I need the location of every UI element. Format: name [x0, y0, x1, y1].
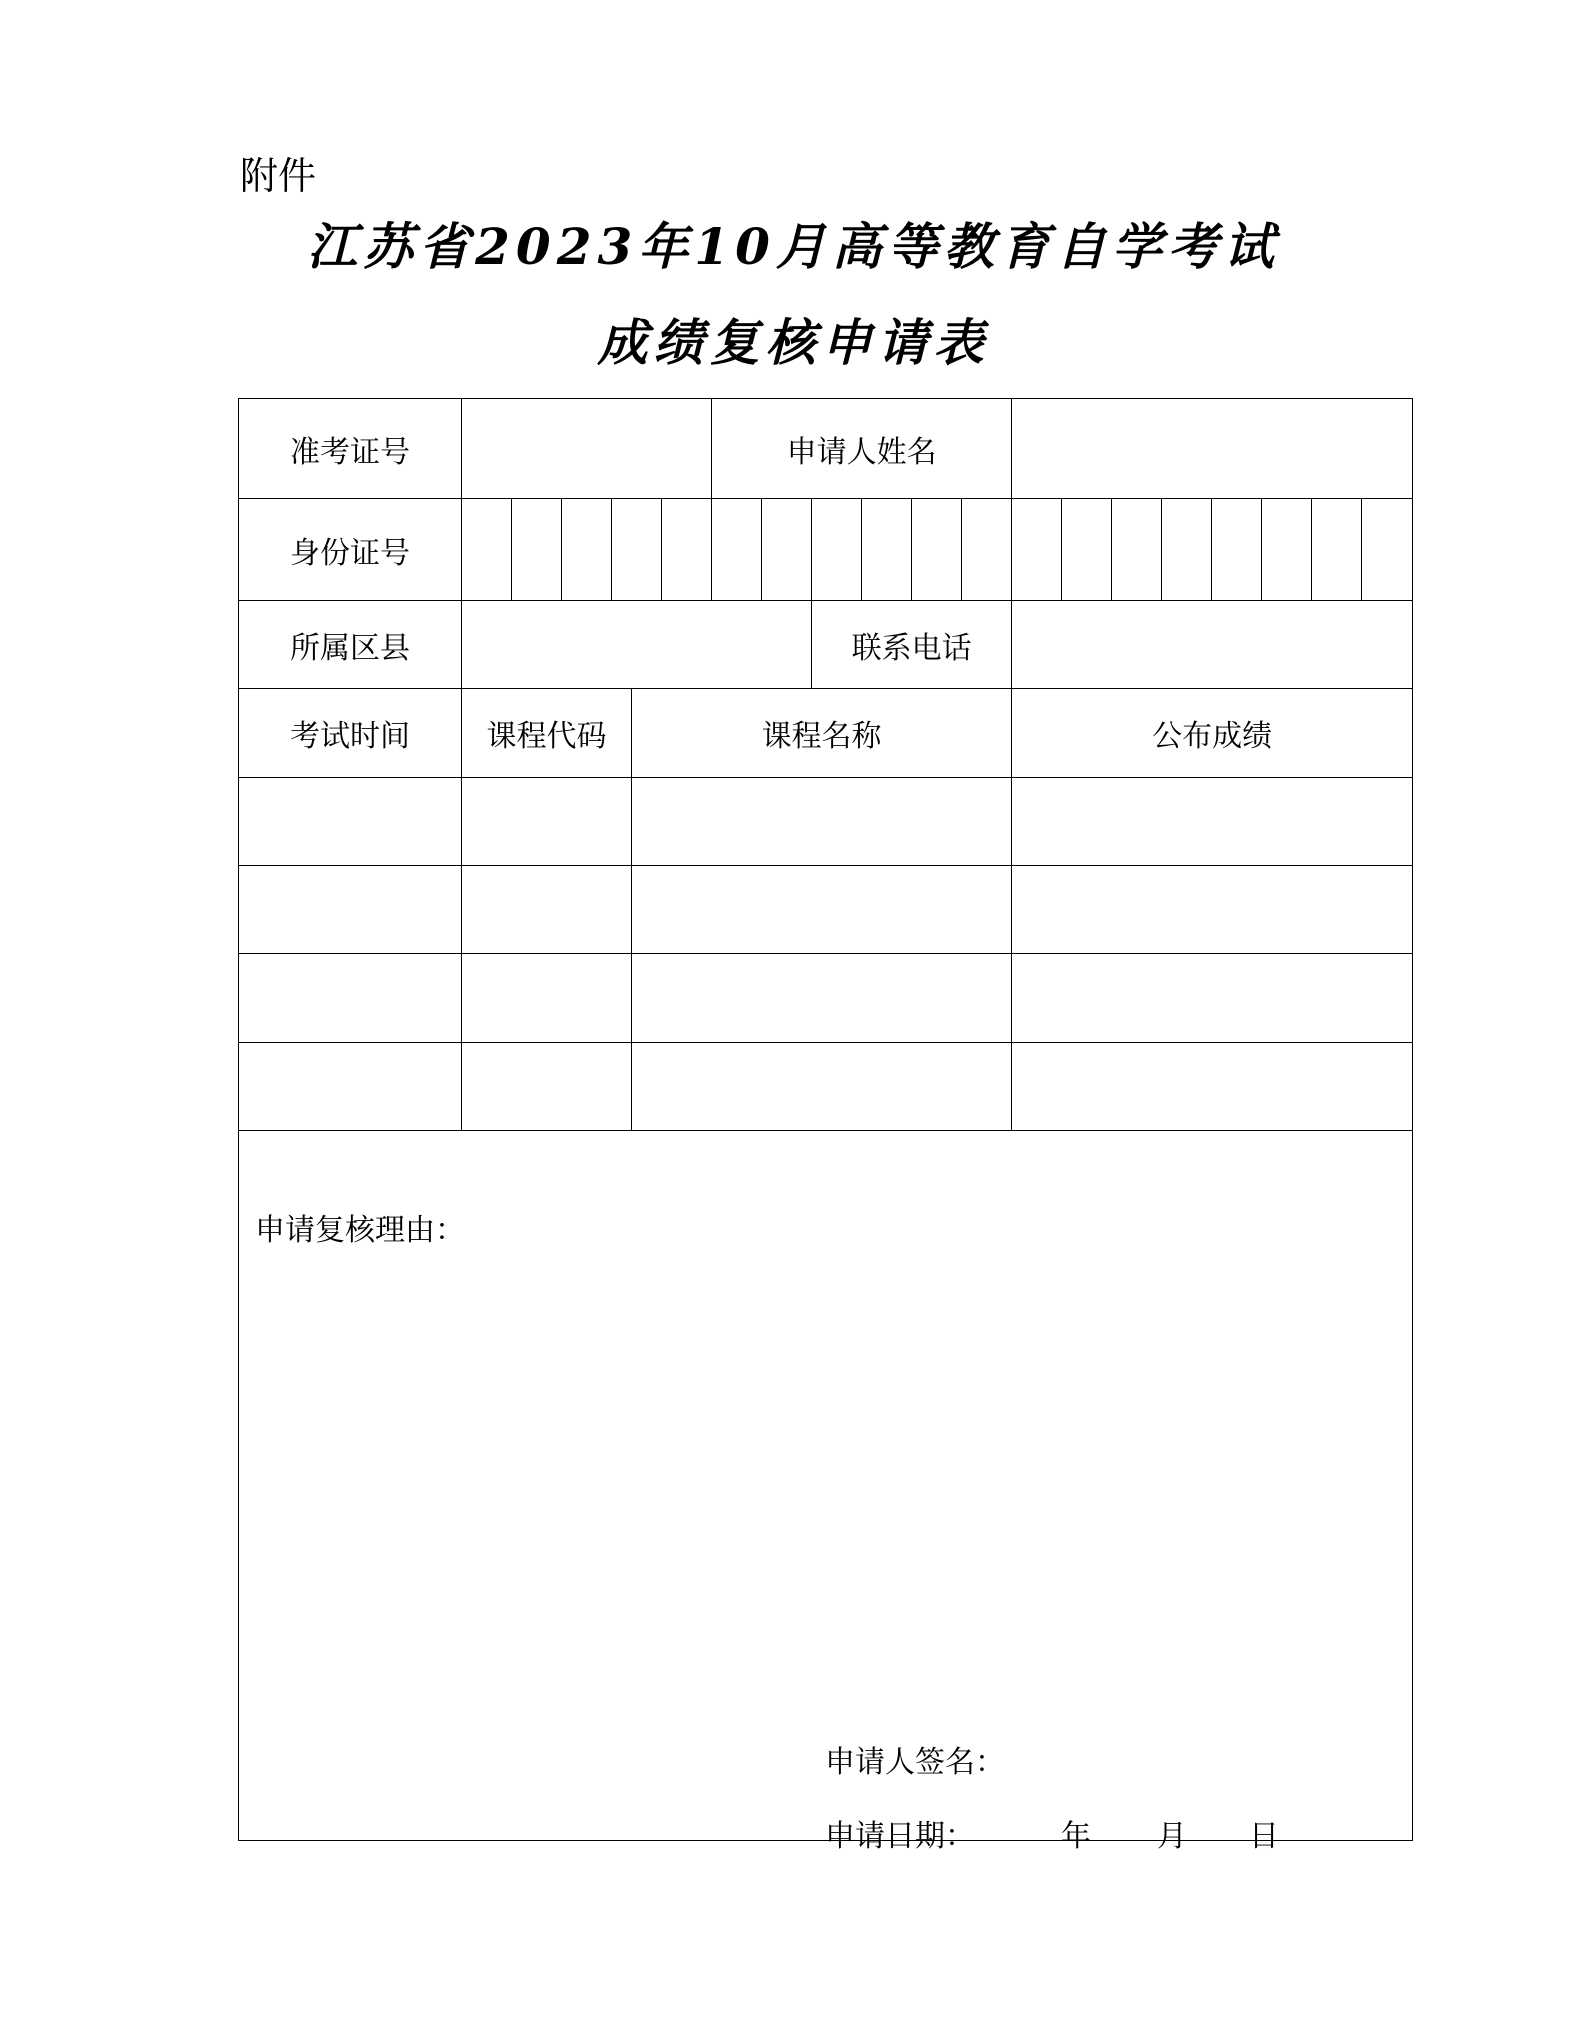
id-digit-box[interactable] [662, 499, 712, 601]
course-code-cell[interactable] [462, 1043, 632, 1131]
id-digit-box[interactable] [1212, 499, 1262, 601]
course-name-cell[interactable] [632, 1043, 1012, 1131]
applicant-name-label: 申请人姓名 [712, 399, 1012, 499]
admission-no-label: 准考证号 [239, 399, 462, 499]
course-header-score: 公布成绩 [1012, 689, 1413, 778]
course-code-cell[interactable] [462, 954, 632, 1043]
phone-label: 联系电话 [812, 601, 1012, 689]
course-name-cell[interactable] [632, 866, 1012, 954]
course-row [239, 866, 1413, 954]
id-digit-box[interactable] [1262, 499, 1312, 601]
district-input[interactable] [462, 601, 812, 689]
id-digit-box[interactable] [562, 499, 612, 601]
reason-label: 申请复核理由： [255, 1213, 465, 1248]
form-title-line1: 江苏省2023年10月高等教育自学考试 [307, 217, 1280, 276]
date-unit-month: 月 [1157, 1819, 1187, 1854]
date-unit-year: 年 [1061, 1819, 1091, 1854]
id-digit-box[interactable] [462, 499, 512, 601]
id-no-label: 身份证号 [239, 499, 462, 601]
course-row [239, 1043, 1413, 1131]
course-exam-time-cell[interactable] [239, 778, 462, 866]
course-row [239, 954, 1413, 1043]
course-header-row [239, 689, 1413, 778]
reason-box[interactable] [239, 1131, 1413, 1854]
id-digit-box[interactable] [1362, 499, 1413, 601]
course-name-cell[interactable] [632, 778, 1012, 866]
district-row [239, 601, 1413, 689]
date-label: 申请日期： [825, 1819, 975, 1854]
course-header-name: 课程名称 [632, 689, 1012, 778]
course-score-cell[interactable] [1012, 866, 1413, 954]
id-digit-box[interactable] [1112, 499, 1162, 601]
course-header-code: 课程代码 [462, 689, 632, 778]
id-digit-box[interactable] [1312, 499, 1362, 601]
course-exam-time-cell[interactable] [239, 1043, 462, 1131]
id-digit-box[interactable] [912, 499, 962, 601]
id-digit-box[interactable] [762, 499, 812, 601]
id-digit-box[interactable] [1162, 499, 1212, 601]
date-unit-day: 日 [1249, 1819, 1279, 1854]
id-digit-box[interactable] [612, 499, 662, 601]
course-score-cell[interactable] [1012, 954, 1413, 1043]
id-digit-box[interactable] [862, 499, 912, 601]
course-exam-time-cell[interactable] [239, 954, 462, 1043]
course-name-cell[interactable] [632, 954, 1012, 1043]
form-title-line2: 成绩复核申请表 [597, 313, 990, 372]
applicant-name-input[interactable] [1012, 399, 1413, 499]
reason-row [239, 1131, 1413, 1841]
course-row [239, 778, 1413, 866]
course-code-cell[interactable] [462, 866, 632, 954]
course-score-cell[interactable] [1012, 1043, 1413, 1131]
id-digit-box[interactable] [512, 499, 562, 601]
id-digit-box[interactable] [712, 499, 762, 601]
review-application-form [238, 398, 1413, 1854]
course-header-exam-time: 考试时间 [239, 689, 462, 778]
admission-no-input[interactable] [462, 399, 712, 499]
attachment-label: 附件 [240, 154, 317, 198]
course-exam-time-cell[interactable] [239, 866, 462, 954]
id-digit-box[interactable] [1062, 499, 1112, 601]
course-score-cell[interactable] [1012, 778, 1413, 866]
phone-input[interactable] [1012, 601, 1413, 689]
id-digit-box[interactable] [812, 499, 862, 601]
admission-row [239, 399, 1413, 499]
signature-label: 申请人签名： [825, 1745, 1005, 1780]
id-digit-box[interactable] [1012, 499, 1062, 601]
course-code-cell[interactable] [462, 778, 632, 866]
district-label: 所属区县 [239, 601, 462, 689]
id-row [239, 499, 1413, 601]
id-digit-box[interactable] [962, 499, 1012, 601]
